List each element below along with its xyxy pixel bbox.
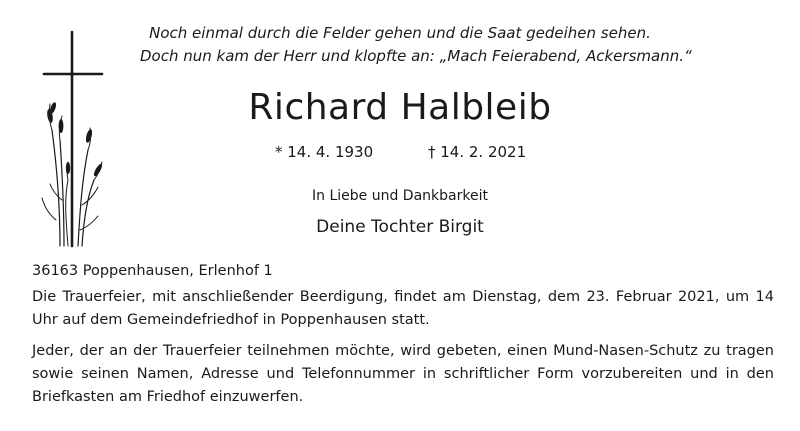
verse-line-1: Noch einmal durch die Felder gehen und die Saat gedeihen sehen.	[149, 24, 651, 42]
attendance-instructions: Jeder, der an der Trauerfeier teilnehmen möchte, wird gebeten, einen Mund-Nasen-Schutz zu tragen sowie seinen Namen, Adresse und Telefonnummer in schriftlicher Form vorzubereiten und in den Briefkasten am Friedhof einzuwerfen.	[32, 343, 774, 405]
birth-date: * 14. 4. 1930	[275, 143, 374, 161]
address: 36163 Poppenhausen, Erlenhof 1	[32, 263, 273, 279]
dedication: In Liebe und Dankbarkeit	[312, 188, 488, 204]
funeral-info: Die Trauerfeier, mit anschließender Beerdigung, findet am Dienstag, dem 23. Februar 2021, um 14 Uhr auf dem Gemeindefriedhof in Poppenhausen statt.	[32, 289, 774, 328]
death-date: † 14. 2. 2021	[428, 143, 527, 161]
verse-line-2: Doch nun kam der Herr und klopfte an: „Mach Feierabend, Ackersmann.“	[140, 47, 692, 65]
deceased-name: Richard Halbleib	[248, 87, 552, 128]
mourner-signoff: Deine Tochter Birgit	[316, 217, 484, 237]
verse	[140, 22, 692, 68]
cross-with-wheat-icon	[38, 30, 106, 248]
